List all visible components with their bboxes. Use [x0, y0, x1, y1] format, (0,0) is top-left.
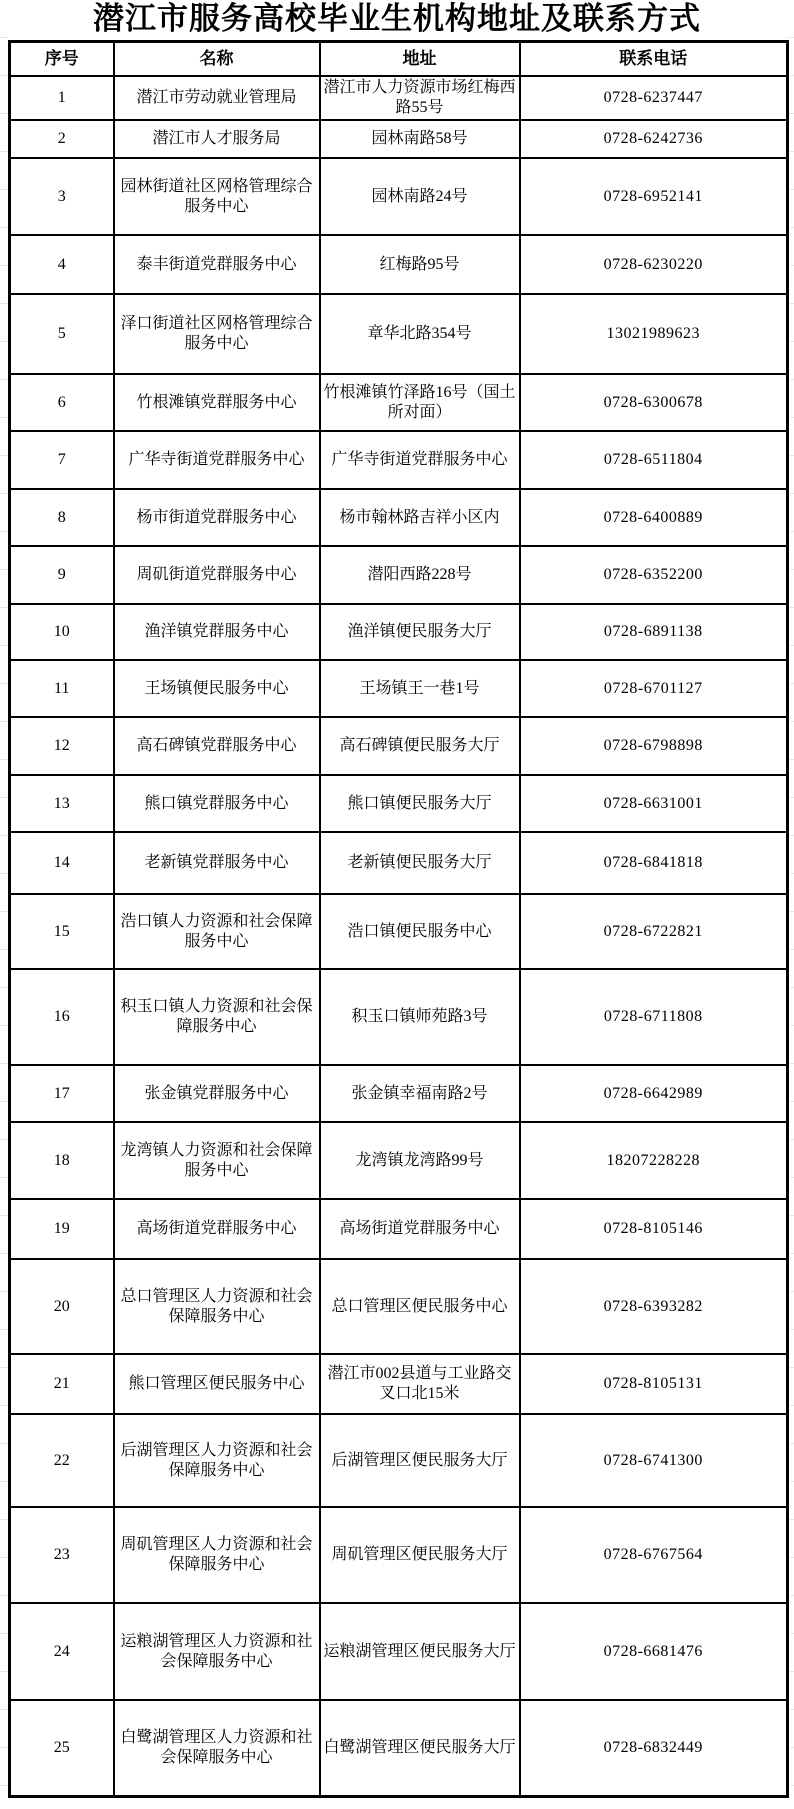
- cell-address: 浩口镇便民服务中心: [320, 894, 520, 969]
- cell-index: 25: [10, 1700, 114, 1796]
- table-row: [10, 374, 788, 431]
- column-header-phone: 联系电话: [520, 42, 788, 77]
- cell-index: 7: [10, 431, 114, 489]
- cell-index: 5: [10, 294, 114, 374]
- cell-index: 24: [10, 1603, 114, 1700]
- cell-phone: 0728-6722821: [520, 894, 788, 969]
- cell-name: 渔洋镇党群服务中心: [114, 604, 320, 660]
- table-row: [10, 1354, 788, 1414]
- table-row: [10, 832, 788, 894]
- cell-name: 泽口街道社区网格管理综合服务中心: [114, 294, 320, 374]
- cell-index: 21: [10, 1354, 114, 1414]
- cell-phone: 13021989623: [520, 294, 788, 374]
- table-body: [10, 76, 788, 1796]
- table-header-row: [10, 42, 788, 77]
- cell-index: 2: [10, 120, 114, 158]
- table-row: [10, 1603, 788, 1700]
- cell-phone: 0728-6242736: [520, 120, 788, 158]
- table-row: [10, 1414, 788, 1507]
- table-row: [10, 235, 788, 294]
- cell-name: 白鹭湖管理区人力资源和社会保障服务中心: [114, 1700, 320, 1796]
- cell-phone: 0728-6642989: [520, 1065, 788, 1122]
- table-row: [10, 1507, 788, 1603]
- cell-address: 竹根滩镇竹泽路16号（国土所对面）: [320, 374, 520, 431]
- cell-address: 潜阳西路228号: [320, 546, 520, 604]
- cell-name: 总口管理区人力资源和社会保障服务中心: [114, 1259, 320, 1354]
- cell-index: 19: [10, 1199, 114, 1259]
- cell-index: 18: [10, 1122, 114, 1199]
- cell-name: 广华寺街道党群服务中心: [114, 431, 320, 489]
- cell-phone: 0728-6832449: [520, 1700, 788, 1796]
- cell-index: 14: [10, 832, 114, 894]
- cell-phone: 0728-6841818: [520, 832, 788, 894]
- cell-name: 老新镇党群服务中心: [114, 832, 320, 894]
- cell-name: 周矶街道党群服务中心: [114, 546, 320, 604]
- table-row: [10, 489, 788, 546]
- table-row: [10, 120, 788, 158]
- cell-address: 后湖管理区便民服务大厅: [320, 1414, 520, 1507]
- cell-phone: 0728-6352200: [520, 546, 788, 604]
- cell-address: 渔洋镇便民服务大厅: [320, 604, 520, 660]
- cell-address: 潜江市人力资源市场红梅西路55号: [320, 76, 520, 120]
- cell-name: 熊口镇党群服务中心: [114, 775, 320, 832]
- cell-address: 龙湾镇龙湾路99号: [320, 1122, 520, 1199]
- cell-name: 浩口镇人力资源和社会保障服务中心: [114, 894, 320, 969]
- cell-index: 15: [10, 894, 114, 969]
- cell-index: 1: [10, 76, 114, 120]
- cell-index: 16: [10, 969, 114, 1065]
- cell-name: 积玉口镇人力资源和社会保障服务中心: [114, 969, 320, 1065]
- cell-address: 老新镇便民服务大厅: [320, 832, 520, 894]
- cell-phone: 0728-8105146: [520, 1199, 788, 1259]
- cell-phone: 0728-6798898: [520, 717, 788, 775]
- column-header-index: 序号: [10, 42, 114, 77]
- cell-index: 3: [10, 158, 114, 235]
- table-row: [10, 969, 788, 1065]
- cell-address: 广华寺街道党群服务中心: [320, 431, 520, 489]
- table-row: [10, 1700, 788, 1796]
- cell-address: 白鹭湖管理区便民服务大厅: [320, 1700, 520, 1796]
- table-row: [10, 660, 788, 717]
- cell-name: 后湖管理区人力资源和社会保障服务中心: [114, 1414, 320, 1507]
- cell-phone: 0728-8105131: [520, 1354, 788, 1414]
- cell-name: 潜江市劳动就业管理局: [114, 76, 320, 120]
- cell-address: 积玉口镇师苑路3号: [320, 969, 520, 1065]
- cell-address: 总口管理区便民服务中心: [320, 1259, 520, 1354]
- cell-phone: 0728-6230220: [520, 235, 788, 294]
- cell-phone: 0728-6511804: [520, 431, 788, 489]
- table-row: [10, 894, 788, 969]
- cell-address: 王场镇王一巷1号: [320, 660, 520, 717]
- cell-phone: 0728-6952141: [520, 158, 788, 235]
- cell-address: 园林南路58号: [320, 120, 520, 158]
- cell-index: 13: [10, 775, 114, 832]
- cell-address: 周矶管理区便民服务大厅: [320, 1507, 520, 1603]
- cell-phone: 0728-6393282: [520, 1259, 788, 1354]
- table-row: [10, 717, 788, 775]
- cell-address: 章华北路354号: [320, 294, 520, 374]
- cell-phone: 0728-6891138: [520, 604, 788, 660]
- cell-address: 高场街道党群服务中心: [320, 1199, 520, 1259]
- cell-name: 园林街道社区网格管理综合服务中心: [114, 158, 320, 235]
- table-row: [10, 1065, 788, 1122]
- table-row: [10, 76, 788, 120]
- cell-name: 运粮湖管理区人力资源和社会保障服务中心: [114, 1603, 320, 1700]
- cell-address: 潜江市002县道与工业路交叉口北15米: [320, 1354, 520, 1414]
- table-row: [10, 1199, 788, 1259]
- cell-phone: 0728-6237447: [520, 76, 788, 120]
- cell-name: 熊口管理区便民服务中心: [114, 1354, 320, 1414]
- cell-index: 10: [10, 604, 114, 660]
- cell-index: 11: [10, 660, 114, 717]
- cell-phone: 0728-6300678: [520, 374, 788, 431]
- cell-phone: 0728-6681476: [520, 1603, 788, 1700]
- cell-phone: 0728-6400889: [520, 489, 788, 546]
- cell-phone: 0728-6701127: [520, 660, 788, 717]
- cell-name: 潜江市人才服务局: [114, 120, 320, 158]
- table-row: [10, 546, 788, 604]
- cell-phone: 0728-6631001: [520, 775, 788, 832]
- page-title: 潜江市服务高校毕业生机构地址及联系方式: [8, 0, 786, 40]
- cell-name: 高石碑镇党群服务中心: [114, 717, 320, 775]
- column-header-address: 地址: [320, 42, 520, 77]
- cell-index: 9: [10, 546, 114, 604]
- cell-address: 园林南路24号: [320, 158, 520, 235]
- cell-name: 张金镇党群服务中心: [114, 1065, 320, 1122]
- cell-index: 8: [10, 489, 114, 546]
- cell-name: 周矶管理区人力资源和社会保障服务中心: [114, 1507, 320, 1603]
- cell-name: 龙湾镇人力资源和社会保障服务中心: [114, 1122, 320, 1199]
- cell-index: 6: [10, 374, 114, 431]
- cell-address: 运粮湖管理区便民服务大厅: [320, 1603, 520, 1700]
- cell-phone: 0728-6711808: [520, 969, 788, 1065]
- cell-phone: 18207228228: [520, 1122, 788, 1199]
- cell-name: 竹根滩镇党群服务中心: [114, 374, 320, 431]
- table-row: [10, 431, 788, 489]
- table-row: [10, 604, 788, 660]
- table-row: [10, 775, 788, 832]
- contact-table: [8, 40, 789, 1798]
- cell-name: 王场镇便民服务中心: [114, 660, 320, 717]
- cell-phone: 0728-6767564: [520, 1507, 788, 1603]
- cell-index: 20: [10, 1259, 114, 1354]
- cell-index: 23: [10, 1507, 114, 1603]
- cell-name: 泰丰街道党群服务中心: [114, 235, 320, 294]
- column-header-name: 名称: [114, 42, 320, 77]
- cell-address: 熊口镇便民服务大厅: [320, 775, 520, 832]
- cell-index: 4: [10, 235, 114, 294]
- cell-address: 红梅路95号: [320, 235, 520, 294]
- table-row: [10, 158, 788, 235]
- cell-index: 22: [10, 1414, 114, 1507]
- table-row: [10, 1122, 788, 1199]
- cell-index: 17: [10, 1065, 114, 1122]
- cell-address: 杨市翰林路吉祥小区内: [320, 489, 520, 546]
- cell-name: 杨市街道党群服务中心: [114, 489, 320, 546]
- cell-phone: 0728-6741300: [520, 1414, 788, 1507]
- cell-index: 12: [10, 717, 114, 775]
- table-row: [10, 294, 788, 374]
- table-row: [10, 1259, 788, 1354]
- cell-name: 高场街道党群服务中心: [114, 1199, 320, 1259]
- cell-address: 张金镇幸福南路2号: [320, 1065, 520, 1122]
- cell-address: 高石碑镇便民服务大厅: [320, 717, 520, 775]
